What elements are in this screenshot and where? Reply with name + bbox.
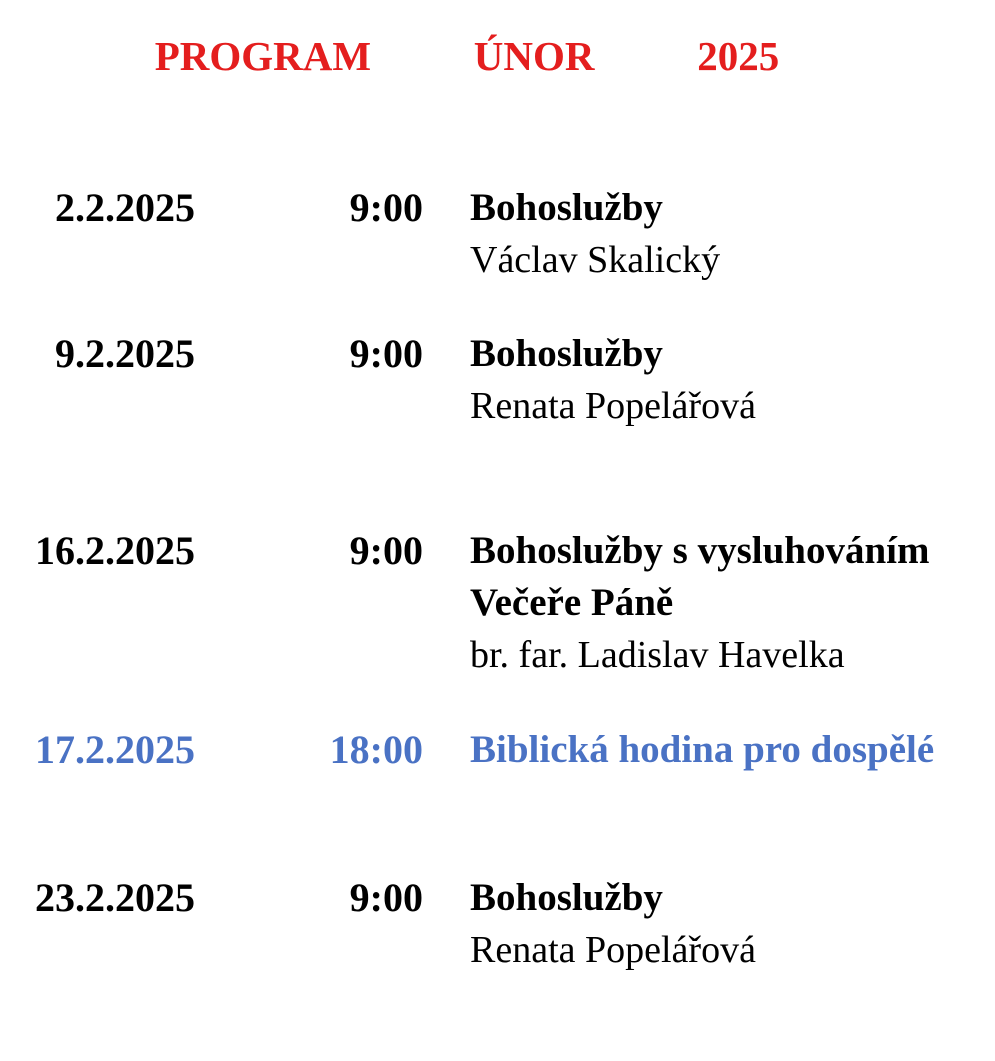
event-leader: Václav Skalický	[470, 239, 721, 281]
event-description	[470, 724, 990, 776]
event-date: 23.2.2025	[35, 875, 195, 920]
event-time: 9:00	[349, 185, 423, 230]
event-title: Bohoslužby	[470, 332, 663, 375]
event-title-continued: Večeře Páně	[470, 581, 674, 624]
event-leader: br. far. Ladislav Havelka	[470, 634, 845, 676]
event-time: 18:00	[329, 727, 423, 772]
event-leader: Renata Popelářová	[470, 385, 756, 427]
event-description	[470, 328, 990, 432]
event-title: Biblická hodina pro dospělé	[470, 728, 935, 771]
event-title: Bohoslužby	[470, 876, 663, 919]
event-date: 2.2.2025	[55, 185, 195, 230]
event-title: Bohoslužby s vysluhováním	[470, 529, 930, 572]
event-time: 9:00	[349, 528, 423, 573]
event-time: 9:00	[349, 331, 423, 376]
page-title: PROGRAM ÚNOR 2025	[154, 33, 780, 79]
event-date: 16.2.2025	[35, 528, 195, 573]
event-description	[470, 182, 990, 286]
event-description	[470, 872, 990, 976]
event-leader: Renata Popelářová	[470, 929, 756, 971]
event-title: Bohoslužby	[470, 186, 663, 229]
event-description	[470, 525, 990, 681]
event-date: 17.2.2025	[35, 727, 195, 772]
event-date: 9.2.2025	[55, 331, 195, 376]
event-time: 9:00	[349, 875, 423, 920]
